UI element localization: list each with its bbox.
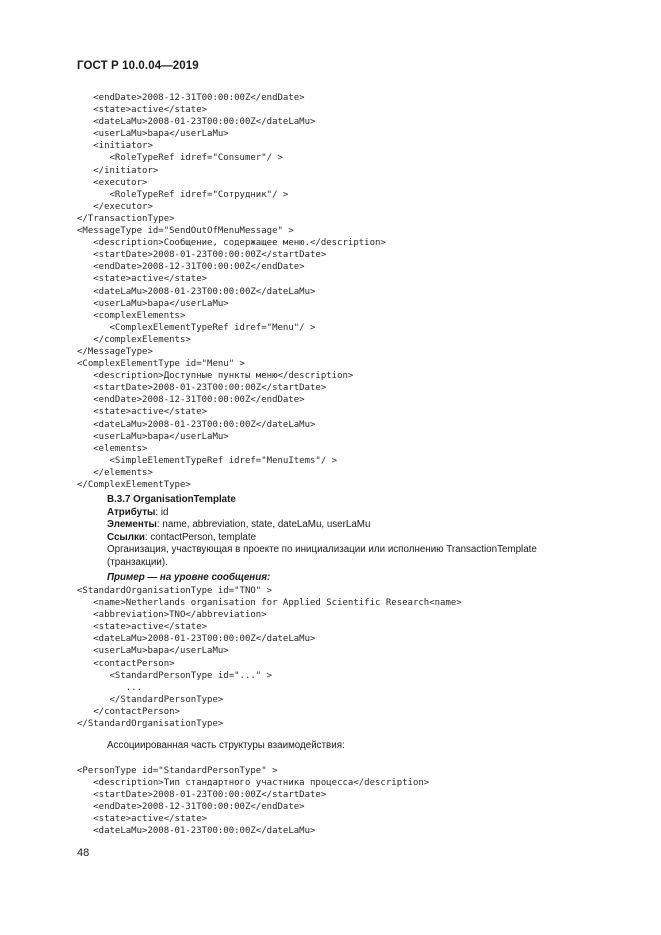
code-line: </contactPerson> [77,706,180,717]
section-description: Организация, участвующая в проекте по инициализации или исполнению TransactionTemplate (транзакции). [107,544,537,568]
code-line: <dateLaMu>2008-01-23T00:00:00Z</dateLaMu> [77,634,316,645]
code-line: </initiator> [77,165,159,176]
code-line: <StandardOrganisationType id="TNO" > [77,586,273,596]
code-line: <endDate>2008-12-31T00:00:00Z</endDate> [77,802,305,813]
code-line: <complexElements> [77,310,186,321]
code-line: </MessageType> [77,346,153,357]
code-line: </elements> [77,467,153,478]
attributes-line: Атрибуты: id [107,506,169,518]
code-line: <RoleTypeRef idref="Consumer"/ > [77,153,283,164]
code-line: <PersonType id="StandardPersonType" > [77,766,278,776]
code-line: <ComplexElementTypeRef idref="Menu"/ > [77,322,316,333]
code-line: <RoleTypeRef idref="Сотрудник"/ > [77,189,289,200]
code-line: <dateLaMu>2008-01-23T00:00:00Z</dateLaMu> [77,419,316,430]
code-line: </complexElements> [77,334,191,345]
code-line: </TransactionType> [77,213,175,224]
code-line: <description>Тип стандартного участника процесса</description> [77,778,430,789]
xml-code-block-person [77,765,429,838]
xml-code-block-transaction-message [77,92,386,491]
code-line: <endDate>2008-12-31T00:00:00Z</endDate> [77,395,305,406]
links-line: Ссылки: contactPerson, template [107,531,257,543]
code-line: <description>Сообщение, содержащее меню.</description> [77,238,386,249]
code-line: <contactPerson> [77,658,175,669]
code-line: <initiator> [77,141,153,152]
code-line: <SimpleElementTypeRef idref="MenuItems"/ > [77,455,338,466]
organisation-template-section [107,494,577,570]
code-line: <startDate>2008-01-23T00:00:00Z</startDate> [77,250,327,261]
code-line: <state>active</state> [77,274,208,285]
section-heading: B.3.7 OrganisationTemplate [107,494,236,505]
code-line: </StandardOrganisationType> [77,719,224,730]
code-line: <dateLaMu>2008-01-23T00:00:00Z</dateLaMu> [77,286,316,297]
code-line: <StandardPersonType id="..." > [77,670,273,681]
code-line: <state>active</state> [77,814,208,825]
page-number: 48 [77,847,90,859]
code-line: <userLaMu>bapa</userLaMu> [77,129,229,140]
code-line: <dateLaMu>2008-01-23T00:00:00Z</dateLaMu> [77,117,316,128]
code-line: <description>Доступные пункты меню</description> [77,371,354,382]
code-line: <endDate>2008-12-31T00:00:00Z</endDate> [77,262,305,273]
associated-structure-caption: Ассоциированная часть структуры взаимодействия: [107,740,345,751]
code-line: <userLaMu>bapa</userLaMu> [77,646,229,657]
code-line: <ComplexElementType id="Menu" > [77,359,245,370]
xml-code-block-organisation [77,585,462,730]
code-line: <dateLaMu>2008-01-23T00:00:00Z</dateLaMu> [77,826,316,837]
code-line: <state>active</state> [77,105,208,116]
code-line: <endDate>2008-12-31T00:00:00Z</endDate> [77,93,305,103]
code-line: <state>active</state> [77,407,208,418]
code-line: ... [77,682,143,693]
code-line: <state>active</state> [77,622,208,633]
code-line: <name>Netherlands organisation for Applied Scientific Research<name> [77,598,462,609]
code-line: <elements> [77,443,148,454]
code-line: <abbreviation>TNO</abbreviation> [77,610,267,621]
code-line: <startDate>2008-01-23T00:00:00Z</startDate> [77,383,327,394]
example-label: Пример — на уровне сообщения: [107,572,271,583]
document-header: ГОСТ Р 10.0.04—2019 [77,60,199,72]
code-line: </ComplexElementType> [77,480,191,490]
elements-line: Элементы: name, abbreviation, state, dateLaMu, userLaMu [107,519,371,531]
code-line: </StandardPersonType> [77,694,224,705]
code-line: <userLaMu>bapa</userLaMu> [77,298,229,309]
code-line: <userLaMu>bapa</userLaMu> [77,431,229,442]
code-line: </executor> [77,201,153,212]
code-line: <MessageType id="SendOutOfMenuMessage" > [77,226,294,237]
code-line: <executor> [77,177,148,188]
code-line: <startDate>2008-01-23T00:00:00Z</startDate> [77,790,327,801]
